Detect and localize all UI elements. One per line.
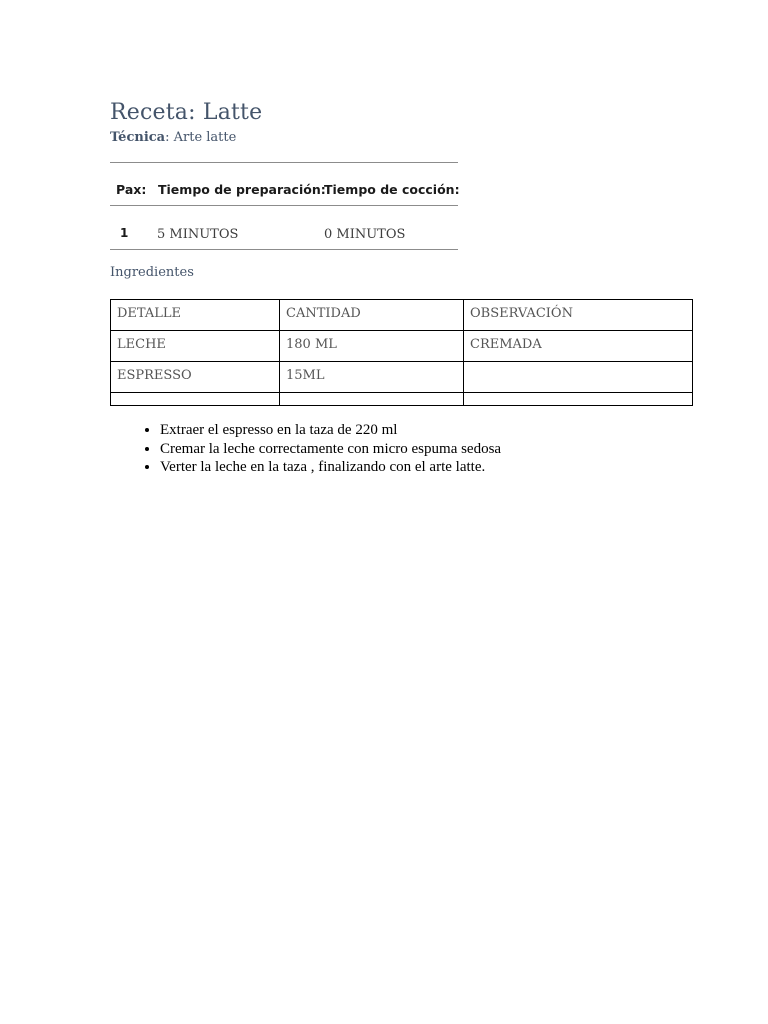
- table-cell: [464, 362, 693, 393]
- header-divider: [110, 205, 458, 206]
- column-header-detalle: DETALLE: [111, 300, 280, 331]
- pax-value: 1: [120, 226, 129, 240]
- column-header-observacion: OBSERVACIÓN: [464, 300, 693, 331]
- top-divider: [110, 162, 458, 163]
- table-row: [111, 393, 693, 406]
- technique-label: Técnica: [110, 130, 166, 145]
- table-cell: CREMADA: [464, 331, 693, 362]
- recipe-title: Receta: Latte: [110, 100, 263, 125]
- table-header-row: [111, 300, 693, 331]
- step-item: • Cremar la leche correctamente con micro espuma sedosa: [160, 440, 501, 459]
- technique-value: Arte latte: [173, 130, 237, 145]
- cook-time-value: 0 MINUTOS: [324, 227, 406, 242]
- table-cell: [464, 393, 693, 406]
- pax-header: Pax:: [116, 182, 147, 197]
- table-row: [111, 362, 693, 393]
- table-cell: [111, 393, 280, 406]
- table-cell: [280, 393, 464, 406]
- steps-list: [138, 421, 501, 477]
- prep-time-header: Tiempo de preparación:: [158, 182, 326, 197]
- prep-time-value: 5 MINUTOS: [157, 227, 239, 242]
- cook-time-header: Tiempo de cocción:: [324, 182, 460, 197]
- technique-line: [110, 130, 236, 145]
- table-cell: LECHE: [111, 331, 280, 362]
- table-cell: 15ML: [280, 362, 464, 393]
- table-row: [111, 331, 693, 362]
- step-item: • Extraer el espresso en la taza de 220 ml: [160, 421, 501, 440]
- table-cell: 180 ML: [280, 331, 464, 362]
- technique-separator: :: [165, 130, 174, 145]
- summary-bottom-divider: [110, 249, 458, 250]
- ingredients-table: [110, 299, 693, 406]
- column-header-cantidad: CANTIDAD: [280, 300, 464, 331]
- ingredients-title: Ingredientes: [110, 265, 194, 280]
- step-item: • Verter la leche en la taza , finalizando con el arte latte.: [160, 458, 501, 477]
- table-cell: ESPRESSO: [111, 362, 280, 393]
